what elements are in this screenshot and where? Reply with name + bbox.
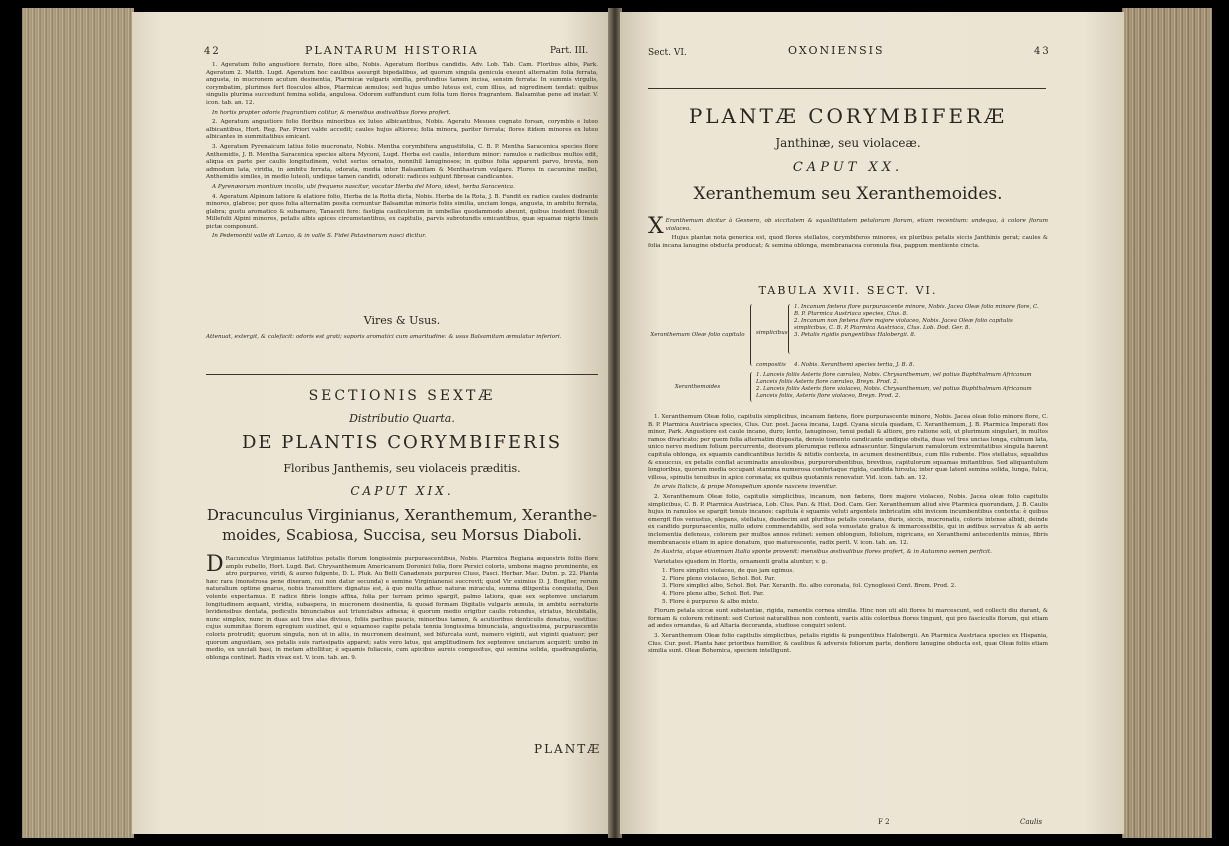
entry: 2. Ageratum angustiore folio floribus minoribus ex luteo albicantibus, Nobis. Ageratu Mesues cognato forsan, corymbis e luteo albicantibus, Hort. Reg. Par. Priori valde accedit; caules hujus altiores; folia minora, pariter ferrata; flores itidem minores ex luteo albicantes in summitatibus emicant. (206, 119, 598, 141)
virtues-heading: Vires & Usus. (363, 314, 441, 327)
right-entries (648, 414, 1048, 658)
left-page-edges (22, 8, 134, 838)
brace-2 (788, 304, 793, 354)
virtues-text: Attenuat, extergit, & calefacit: odoris est grati; saporis aromatici cum amaritudine: & usus Balsamitam æmulatur inferiori. (206, 334, 562, 340)
main-title: DE PLANTIS CORYMBIFERIS (241, 432, 563, 453)
running-head-right: OXONIENSIS (788, 44, 885, 57)
table-rows-xeranthemoides (756, 372, 1046, 400)
variety: 5. Flore è purpureo & albo mixto. (662, 598, 759, 605)
variety: 4. Flore pleno albo, Schol. Bot. Par. (662, 591, 764, 598)
table-row: 3. Petalis rigidis pungentibus Halobergii. 8. (794, 332, 916, 338)
entry-habitat: In arvis Italicis, & prope Monspelium sponte nascens invenitur. (654, 484, 837, 491)
intro-block (648, 214, 1048, 252)
running-head-left: PLANTARUM HISTORIA (305, 44, 479, 57)
page-heading: PLANTÆ CORYMBIFERÆ (688, 104, 1008, 128)
table-row: 2. Incanum non fætens flore majore violaceo, Nobis. Jacea Oleæ folio capitulis simplicibus, C. B. P. Ptarmica Austriaca, Clus. Lob. Dod. Ger. 8. (794, 318, 1013, 331)
entry: Varietates ejusdem in Hortis, ornamenti gratia aluntur; v. g. (654, 558, 827, 565)
entry-habitat: In hortis propter odoris fragrantiam colitur, & mensibus æstivalibus flores profert. (212, 109, 451, 116)
section-label: Sect. VI. (648, 48, 687, 58)
chapter-title-line-2: moides, Scabiosa, Succisa, seu Morsus Diaboli. (222, 526, 582, 544)
chapter-text: Racunculus Virginianus latifolius petalis florum longissimis purpurascentibus, Nobis. Ptarmica Regiana æquestris foliis flore amplo rubello, Hort. Lugd. Bat. Chrysanthemum Americanum Doronici folia, flore Persici coloris, umbone magno prominente, ex atro purpureo, viridi, & aureo fulgente, D. L. Pluk. Au Belli Canadensis purpureo Cluss, Fasci. Herbar. Mac. Dutm. p. 22. Planta hæc rara (monstrosa pene dixeram, cui non datur secunda) e semine Virginianensi succrevit; quod Vir eximius D. J. Bonjfier, rerum naturalium optime gnarus, nobis transmittere dignatus est, à quo multa adhuc naturæ miracula, summa diligentia conquisita, Deo volente expectamus. E radice fibris longis affixa, folia per terram primo spargit, palmo latiora, quæ sex septemve unciarum longitudinem æquant, viridia, subaspera, in mucronem desinentia, & quoad formam Digitalis vulgaris æmula, in ambitu serraturis levidensibus dentata, pediculis binunciabus aut triunciabus adnexa; è quorum medio erigitur caulis rotundus, striatus, bicubitalis, nunc simplex, nunc in duas aut tres alas divisus, foliis paribus paucis, minoribus tamen, & acutioribus denticulis donatus, vestitus: cujus summitas florem egregium sustinet, qui e squamoso capite petala tennia longissima binunciala, angustissima, purpurascentis coloris protrudit; quorum singula, non ut in aliis, in mucronem desinunt, sed bifurcata sunt, numero viginti, aut viginti quatuor; per quorum angustiam, ses petalis suis rarissipatis apparet; satis vero latus, qui amplitudinem fex septemve unciarum acquirit: umbo in medio, ex unciali basi, in metam attollitur, è squamis foliaceis, cum apicibus aureis compositus, qui semina solida, quadrangularia, oblonga continet. Radix vivax est. V. icon. tab. an. 9. (206, 556, 598, 661)
header-rule (648, 88, 1046, 89)
brace-3 (750, 372, 755, 402)
entry-habitat: In Austria, atque etiamnum Italia sponte provenit: mensibus æstivalibus flores profert, & in Autumno semen perficit. (654, 549, 992, 556)
entry-habitat: A Pyrenæorum montium incolis, ubi frequens nascitur, vocatur Herba del Moro, idest, herba Saracenica. (212, 183, 515, 190)
entry: 2. Xeranthemum Oleæ folio, capitulis simplicibus, incanum, non fætens, flore majore violaceo, Nobis. Jacea oleæ folio capitulis simplicibus, C. B. P. Ptarmica Austriaca, Lob. Clus. Pan. & Hist. Dod. Cam. Ger. Xeranthemum aliud sive Ptarmica quorundam, J. B. Caulis hujus in ramulos se spargit tenuis incanos: capitula è squamis veluti argenteis imbricatim sibi invicem incumbentibus contexta: è quibus emergit flos venustus, elegans, stellatus, duodecim aut pluribus petalis constans, duris, siccis, mucronatis, coloris intense albidi, deinde ex candido purpurascentis, nullo odore commendabilis, sed sola venustate gratus & immarcessibilis, qui in ædibus servatus & ab aeris inclementia defensus, colorem per multos annos retinet: semen oblongum, foliolum, nigricans, eo Xeranthemi antecedentis minus, fibris membranaceis etiam in apice donatum, quo maturescente, radix perit. V. icon. tab. an. 12. (648, 493, 1048, 546)
variety: 1. Flore simplici violaceo, de quo jam egimus. (662, 568, 795, 575)
right-page-edges (1122, 8, 1212, 838)
catchword-left: PLANTÆ (534, 742, 602, 756)
chapter-title-right: Xeranthemum seu Xeranthemoides. (693, 184, 1003, 204)
table-row: 4. Nobis. Xeranthemi species tertia, J. B. 8. (794, 362, 915, 368)
table-rows-simplex (794, 304, 1046, 339)
entry: Florum petala siccæ sunt substantiæ, rigida, ramentis cornea similia. Hinc non uti alii flores hi marcescunt, sed collecti diu durant, & formam & colorem retinent: sed Curiosi naturalibus non contenti, variis aliis coloribus flores tingunt, qui pro fasciculis florum, qui etiam ad ædes ornandas, & ad Altaria decoranda, studiose conquiri solent. (648, 608, 1048, 630)
entry: 1. Ageratum folio angustiore ferrato, flore albo, Nobis. Ageratum floribus candidis. Adv. Lob. Tab. Cam. Floribus albis, Park. Ageratum 2. Matth. Lugd. Ageratum hoc caulibus assurgit bipedalibus, ad quorum singula genicula exeunt alternatim folia ferrata, angusta, in mucronem acutum desinentia, Ptarmicæ vulgaris similia, profundius tamen incisa, sensim ferrata: In summis virgulis, corymbatim, plurimos fert flosculos albos, Ptarmicæ æmulos; sed hujus umbo luteus est, cum illius, ad nigredinem tendat: quibus singulis plurima succedunt femina solida, angulosa. Odorem suffundunt cum folia tum flores fragrantem. Balsamitæ pene ad instar. V. icon. tab. an. 12. (206, 62, 598, 106)
table-sub-1: simplicibus (756, 330, 788, 336)
page-number-right: 43 (1034, 46, 1051, 57)
part-label: Part. III. (550, 46, 589, 56)
distribution: Distributio Quarta. (349, 412, 455, 425)
table-row: 1. Incanum fætens flore purpurascente minore, Nobis. Jacea Oleæ folio minore flore, C. B. P. Ptarmica Austriaca species, Clus. 8. (794, 304, 1039, 317)
table-row: 2. Lanceis foliis Asteris flore violaceo, Nobis. Chrysanthemum, vel potius Buphthalmum Africanum Lanceis foliis, Asteris flore violaceo, Breyn. Prod. 2. (756, 386, 1032, 399)
chapter-title-line-1: Dracunculus Virginianus, Xeranthemum, Xeranthe- (206, 506, 598, 524)
table-title: TABULA XVII. SECT. VI. (758, 284, 938, 297)
entry: 1. Xeranthemum Oleæ folio, capitulis simplicibus, incanum fætens, flore purpurascente minore, Nobis. Jacea oleæ folio minore flore, C. B. P. Ptarmica Austriaca species, Clus. Cur. post. Jacea incana, Lugd. Cyana sicula quadam, C. Xeranthemum, J. B. Ptarmica Imperati flos minor, Park. Angustiore est caule incano, duro; lento, lanuginoso, tenui pedali & altiore, pro ratione soli, ut plurimum singulari, in multos ramos divaricato; per quem folia alternatim disposita, densio tomento candicante undique obsita, duas vel tres uncias longa, culmum lata, unico nervo medium folium percurrente, deorsum plerumque reflexa adnascuntur. Singularum ramulorum extremitatibus singula hærent capitula oblonga, ex squamis candicantibus lucidis & nitidis contexta, in acumen desinentibus, cum filis rubente. Flos stellatus, squalidus & exsuccus, ex petalis conflat acuminatis ansulosibus, purpurorubentibus, brevibus, capitulorum squamas imitantibus. Sed aliquantulum longioribus, quorum media occupant stamina numerosa confertaque rigida, candida hirsuta; inter quæ latent semina solida, lunga, fulca, villosa, spinulis tenuibus in apice coronata; ex quibus quotannis renovatur. Vid. icon. tab. an. 12. (648, 414, 1048, 481)
dropcap: D (206, 552, 224, 577)
section-rule (206, 374, 598, 375)
table-rows-compositis (794, 362, 1046, 369)
open-book (22, 8, 1212, 838)
subtitle: Floribus Janthemis, seu violaceis præditis. (283, 462, 521, 475)
intro-text-2: Hujus plantæ nota generica est, quod flores stellatos, corymbiferos minores, ex pluribus petalis siccis Janthinis gerat; caules & folia incana lanugine obducta producat; & semina oblonga, membranacea coronula fisa, pappum mentiente cincta. (648, 235, 1048, 249)
chapter-heading-right: CAPUT XX. (792, 160, 904, 175)
brace-1 (750, 304, 755, 366)
entry: 3. Xeranthemum Oleæ folio capitulis simplicibus, petalis rigidis & pungentibus Halobergii. An Ptarmica Austriaca species ex Hispania, Clus. Cur. post. Planta hæc prioribus humilior, & caulibus & adversis foliorum parte, denfiore lanugine obducta est, quæ Oleæ foliis etiam similia sunt. Oleæ Bohemica, speciem intelligunt. (648, 633, 1048, 655)
signature-mark: F 2 (878, 818, 890, 826)
page-subheading: Janthinæ, seu violaceæ. (775, 136, 921, 150)
chapter-text-block (206, 552, 598, 662)
variety: 3. Flore simplici albo, Schol. Bot. Par. Xeranth. flo. albo coronata, fol. Cynoglossi Cent. Brem. Prod. 2. (662, 583, 957, 590)
entry: 3. Ageratum Pyrenaicum latius folio mucronato, Nobis. Mentha corymbifera angustifolia, C. B. P. Mentha Saracenica species flore Anthemidis, J. B. Mentha Saracenica species altera Myconi, Lugd. Herba est caulis, interdum minor: ramulos e radicibus multos edit, aliqua ex parte per caulis longitudinem, velut serius ornatos, nonnihil lanuginosos; in quibus folia apparent parvo, brevia, non admodum lata, viridia, in ambitu ferrata, odorata, media inter Balsamitam & Menthastrum vulgare. Flores in cacumine mellei, Anthemidis similes, in medio luteoli, undique tamen candidi, odorati: radices subjunt fibrosæ candicantes. (206, 143, 598, 181)
page-number-left: 42 (204, 46, 221, 57)
intro-text: Eranthemum dicitur à Gesnero, ob siccitatem & squalliditatem petalorum florum, etiam recentium: undequa, à colore florum violacea. (665, 218, 1048, 232)
entry: 4. Ageratum Alpinum latiore & elatiore folio, Herba de la Rotta dicta, Nobis. Herba de la Rota, J. B. Fundit ex radice caules dodrante minores, glabros; per quos folia alternatim posita cernuntur Balsamitæ minoris foliis similia, unciam longa, angusta, in ambitu ferrata, glabra; gustu aromatico & subamaro, Tanaceti fere: fastigia cauliculorum in umbellas quodammodo abeunt, quibus insident flosculi Millefolii Alpini minores, petalis albis apices circumstantibus, ex capitulis, parvis subrotundis emicantibus, quæ squamæ nigris lineis pictæ componunt. (206, 193, 598, 230)
table-sub-2: compositis (756, 362, 786, 368)
catchword-right: Caulis (1020, 818, 1043, 826)
right-page (620, 12, 1124, 834)
variety: 2. Flore pleno violaceo, Schol. Bot. Par. (662, 575, 776, 582)
left-entries (206, 62, 598, 243)
entry-habitat: In Pedemontii valle di Lanzo, & in valle S. Fidei Patavinorum nasci dicitur. (212, 233, 427, 240)
table-row: 1. Lanceis foliis Asteris flore cæruleo, Nobis. Chrysanthemum, vel potius Buphthalmum Africanum Lanceis foliis Asteris flore cæruleo, Breyn. Prod. 2. (756, 372, 1032, 385)
left-page (132, 12, 610, 834)
chapter-heading: CAPUT XIX. (350, 484, 454, 498)
dropcap-right: X (648, 214, 664, 239)
table-group-1: Xeranthemum Oleæ folio capitulo (650, 332, 745, 338)
section-title: SECTIONIS SEXTÆ (308, 388, 496, 404)
table-group-2: Xeranthemoides (674, 384, 721, 390)
